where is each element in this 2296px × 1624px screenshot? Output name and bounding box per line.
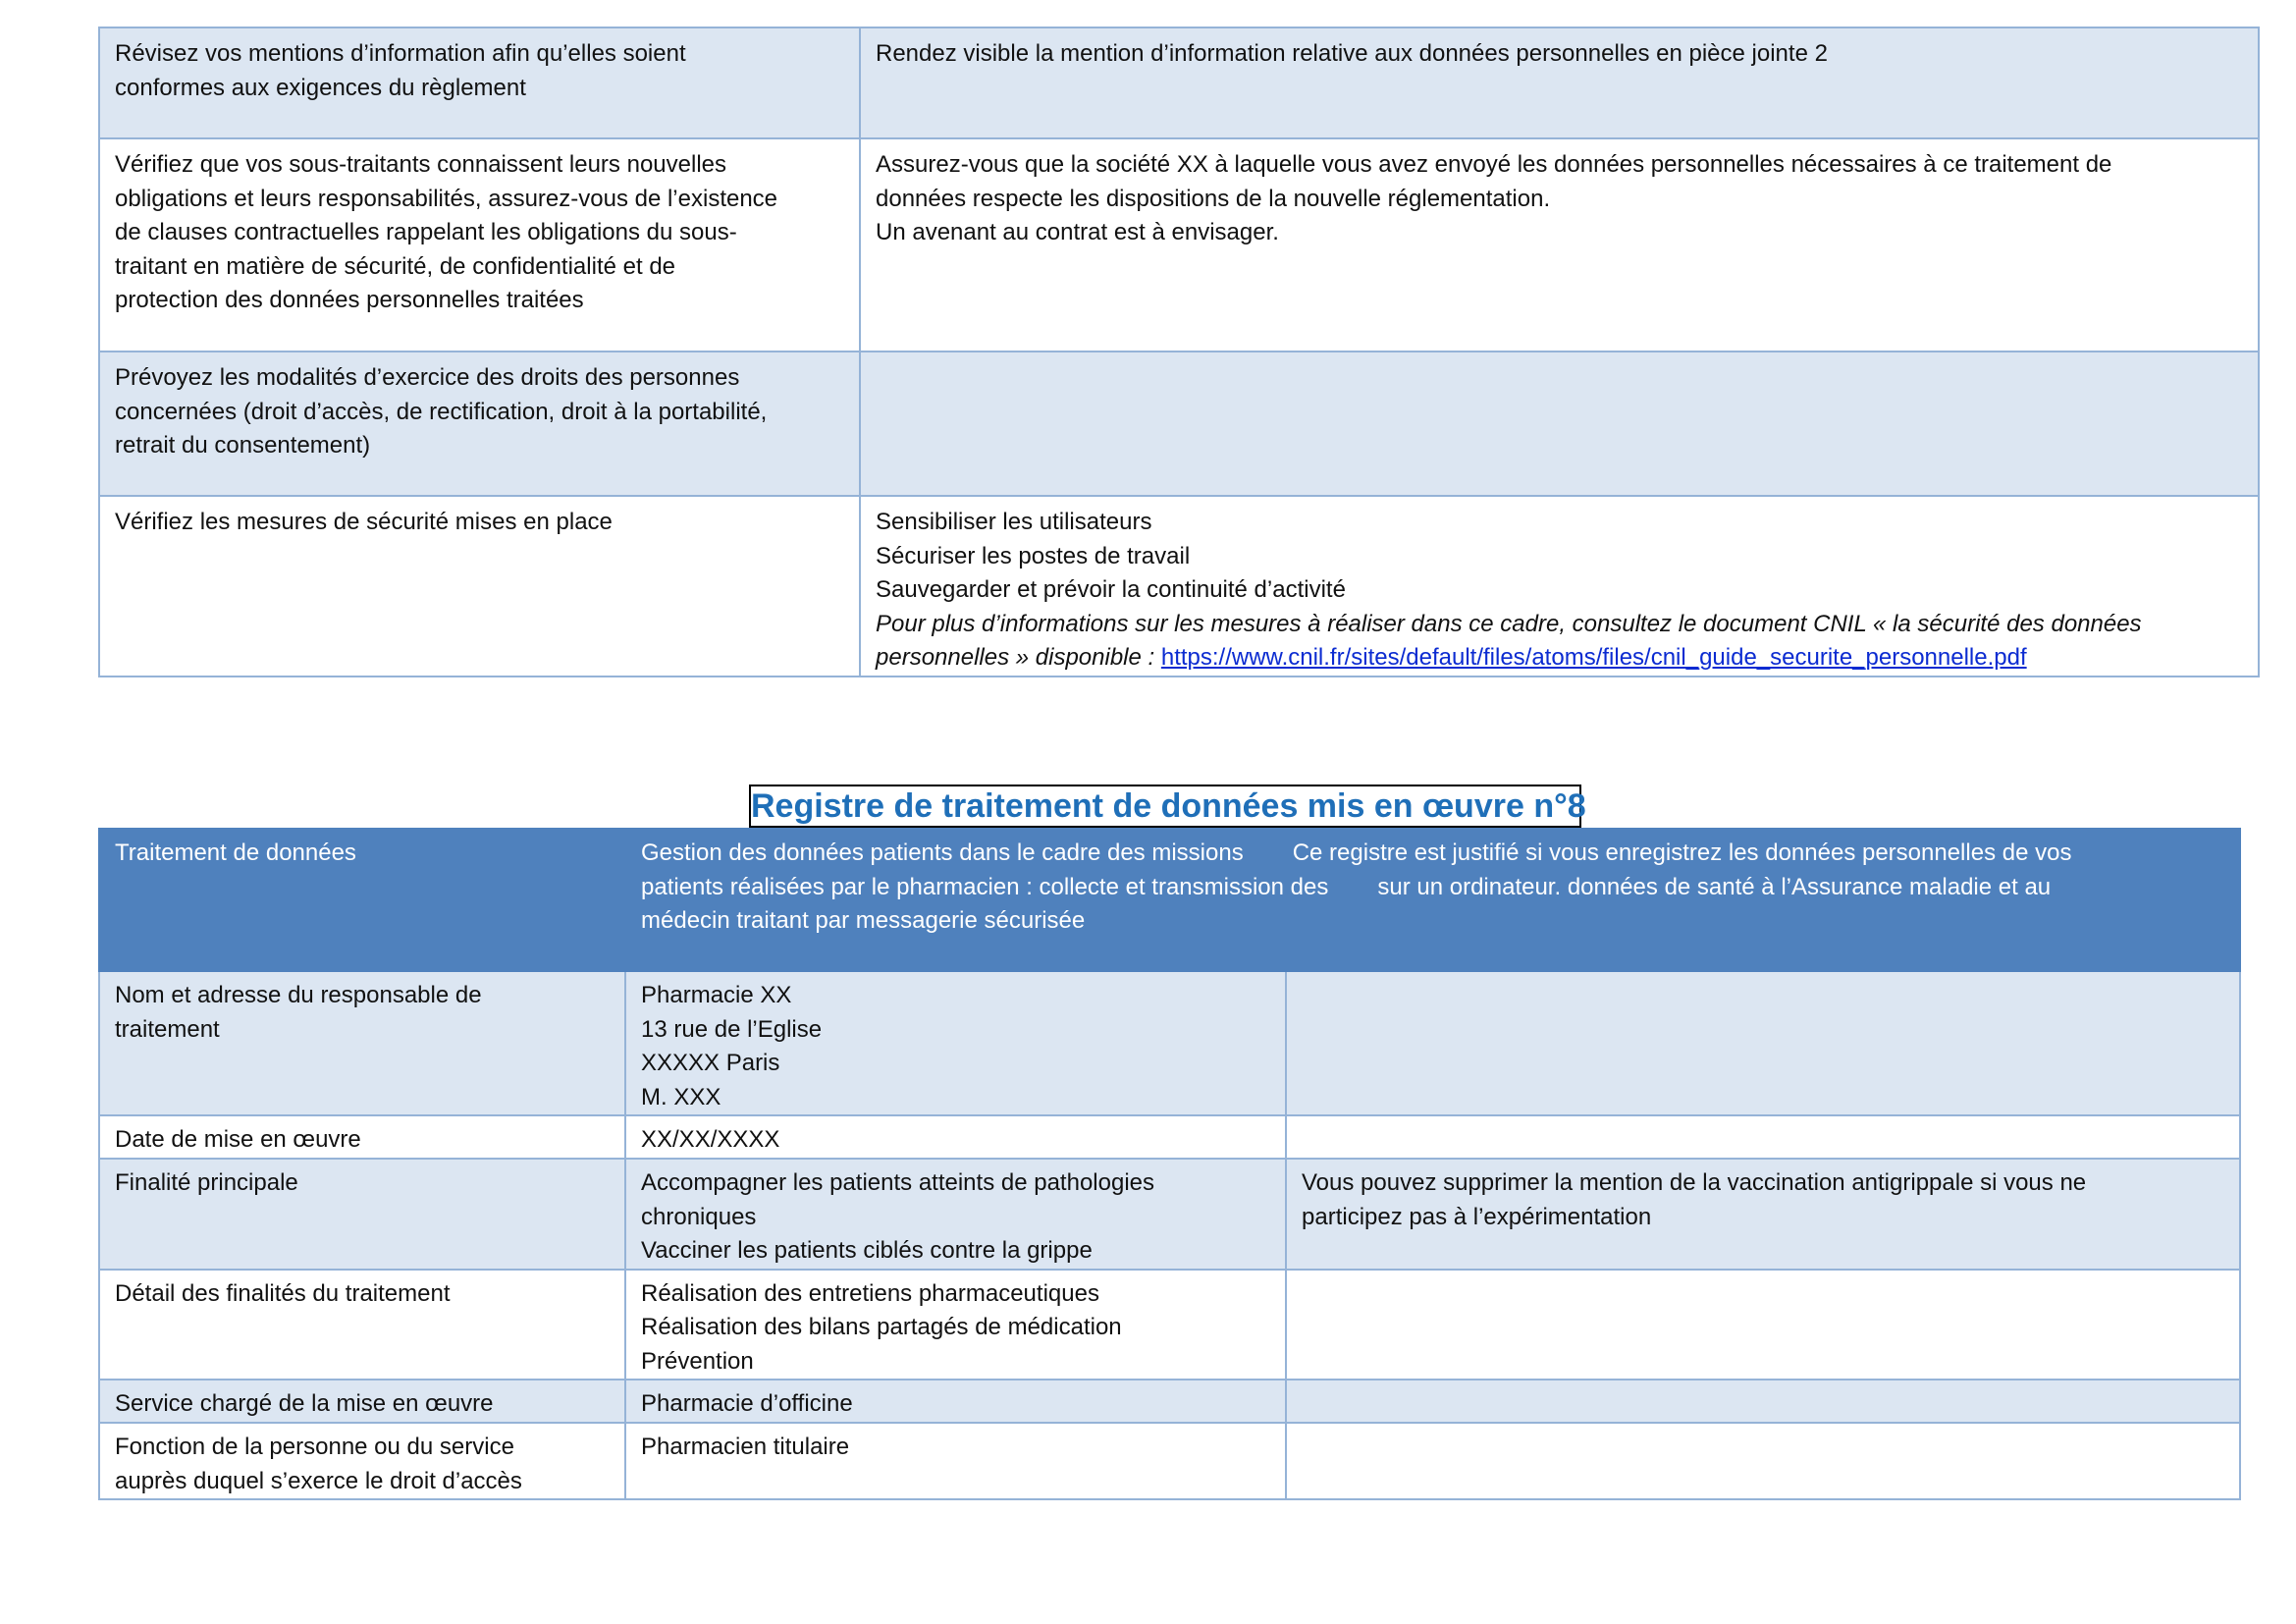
text-line: Révisez vos mentions d’information afin qu’elles soient bbox=[115, 40, 686, 67]
table-row bbox=[99, 1423, 2240, 1499]
registre-table bbox=[98, 828, 2241, 1500]
guidance-cell bbox=[860, 352, 2259, 496]
text-line: XXXXX Paris bbox=[641, 1050, 780, 1076]
text-line: Fonction de la personne ou du service bbox=[115, 1434, 514, 1460]
text-line: Réalisation des bilans partagés de médication bbox=[641, 1314, 1122, 1340]
note-cell bbox=[1286, 971, 2240, 1115]
text-line: Vous pouvez supprimer la mention de la vaccination antigrippale si vous ne bbox=[1302, 1169, 2087, 1196]
table-row bbox=[99, 496, 2259, 677]
value-cell bbox=[625, 971, 1286, 1115]
header-value-cell bbox=[625, 829, 2240, 971]
text-line: Prévention bbox=[641, 1347, 754, 1375]
registre-header-row bbox=[99, 829, 2240, 971]
text-line: Détail des finalités du traitement bbox=[115, 1279, 451, 1307]
text-line bbox=[641, 871, 2224, 905]
text-line: traitant en matière de sécurité, de confidentialité et de bbox=[115, 252, 676, 280]
cnil-guide-link[interactable]: https://www.cnil.fr/sites/default/files/atoms/files/cnil_guide_securite_personnelle.pdf bbox=[1160, 644, 2027, 671]
table-row bbox=[99, 1270, 2240, 1380]
text-line: traitement bbox=[115, 1015, 220, 1043]
note-prefix: personnelles » disponible : bbox=[876, 644, 1161, 671]
label-cell bbox=[99, 1159, 625, 1270]
header-value-line: patients réalisées par le pharmacien : collecte et transmission des bbox=[641, 873, 1329, 900]
text-line: Réalisation des entretiens pharmaceutiques bbox=[641, 1279, 1099, 1307]
note-cell bbox=[1286, 1380, 2240, 1423]
table-row bbox=[99, 138, 2259, 352]
text-line: Vacciner les patients ciblés contre la grippe bbox=[641, 1237, 1093, 1264]
text-line: Vérifiez que vos sous-traitants connaissent leurs nouvelles bbox=[115, 151, 726, 178]
text-line: Finalité principale bbox=[115, 1169, 298, 1196]
note-cell bbox=[1286, 1159, 2240, 1270]
header-note-line: sur un ordinateur. données de santé à l’Assurance maladie et au bbox=[1377, 873, 2052, 900]
table-row bbox=[99, 1159, 2240, 1270]
checklist-table bbox=[98, 27, 2260, 677]
text-line: Pharmacie XX bbox=[641, 982, 792, 1008]
text-line: Pharmacie d’officine bbox=[641, 1390, 853, 1417]
text-line: Sauvegarder et prévoir la continuité d’activité bbox=[876, 576, 1346, 603]
action-cell bbox=[99, 138, 860, 352]
value-cell bbox=[625, 1159, 1286, 1270]
header-note-line: Ce registre est justifié si vous enregistrez les données personnelles de vos bbox=[1292, 839, 2072, 866]
label-cell bbox=[99, 1115, 625, 1159]
label-cell bbox=[99, 1380, 625, 1423]
header-value-line: Gestion des données patients dans le cadre des missions bbox=[641, 839, 1244, 866]
text-line: conformes aux exigences du règlement bbox=[115, 74, 526, 101]
text-line: données respecte les dispositions de la nouvelle réglementation. bbox=[876, 185, 1551, 212]
label-cell bbox=[99, 1423, 625, 1499]
action-cell bbox=[99, 496, 860, 677]
text-line: Pharmacien titulaire bbox=[641, 1434, 850, 1460]
registre-title: Registre de traitement de données mis en œuvre n°8 bbox=[749, 785, 1581, 828]
text-line: retrait du consentement) bbox=[115, 432, 371, 459]
value-cell bbox=[625, 1380, 1286, 1423]
header-value-line: médecin traitant par messagerie sécurisée bbox=[641, 907, 1086, 934]
action-cell bbox=[99, 352, 860, 496]
text-line: Service chargé de la mise en œuvre bbox=[115, 1390, 494, 1417]
guidance-cell bbox=[860, 496, 2259, 677]
text-line: Accompagner les patients atteints de pathologies bbox=[641, 1169, 1154, 1196]
text-line: M. XXX bbox=[641, 1083, 721, 1110]
table-row bbox=[99, 1380, 2240, 1423]
text-line: Assurez-vous que la société XX à laquelle vous avez envoyé les données personnelles nécessaires à ce traitement de bbox=[876, 151, 2112, 178]
text-line: participez pas à l’expérimentation bbox=[1302, 1203, 1652, 1230]
text-line: obligations et leurs responsabilités, assurez-vous de l’existence bbox=[115, 185, 778, 212]
table-row bbox=[99, 27, 2259, 138]
text-line: Rendez visible la mention d’information relative aux données personnelles en pièce jointe 2 bbox=[876, 40, 1828, 67]
label-cell bbox=[99, 1270, 625, 1380]
text-line: XX/XX/XXXX bbox=[641, 1126, 780, 1153]
value-cell bbox=[625, 1423, 1286, 1499]
header-label-cell bbox=[99, 829, 625, 971]
text-line: protection des données personnelles traitées bbox=[115, 287, 584, 313]
text-line: Vérifiez les mesures de sécurité mises en place bbox=[115, 509, 613, 535]
text-line: Date de mise en œuvre bbox=[115, 1126, 361, 1153]
text-line: Sensibiliser les utilisateurs bbox=[876, 509, 1152, 535]
text-line: auprès duquel s’exerce le droit d’accès bbox=[115, 1467, 522, 1494]
guidance-cell bbox=[860, 27, 2259, 138]
note-cell bbox=[1286, 1423, 2240, 1499]
note-cell bbox=[1286, 1115, 2240, 1159]
table-row bbox=[99, 1115, 2240, 1159]
table-row bbox=[99, 352, 2259, 496]
label-cell bbox=[99, 971, 625, 1115]
value-cell bbox=[625, 1270, 1286, 1380]
text-line: concernées (droit d’accès, de rectification, droit à la portabilité, bbox=[115, 398, 768, 425]
note-line bbox=[876, 641, 2243, 676]
text-line: 13 rue de l’Eglise bbox=[641, 1015, 823, 1043]
note-cell bbox=[1286, 1270, 2240, 1380]
text-line: Nom et adresse du responsable de bbox=[115, 982, 482, 1008]
value-cell bbox=[625, 1115, 1286, 1159]
guidance-cell bbox=[860, 138, 2259, 352]
text-line: Prévoyez les modalités d’exercice des droits des personnes bbox=[115, 364, 740, 391]
text-line: chroniques bbox=[641, 1203, 757, 1230]
header-label: Traitement de données bbox=[115, 839, 356, 866]
text-line: Un avenant au contrat est à envisager. bbox=[876, 219, 1279, 245]
note-line: Pour plus d’informations sur les mesures à réaliser dans ce cadre, consultez le document CNIL « la sécurité des données bbox=[876, 610, 2142, 637]
text-line bbox=[641, 837, 2224, 871]
text-line: Sécuriser les postes de travail bbox=[876, 542, 1191, 569]
text-line: de clauses contractuelles rappelant les obligations du sous- bbox=[115, 219, 737, 245]
table-row bbox=[99, 971, 2240, 1115]
action-cell bbox=[99, 27, 860, 138]
